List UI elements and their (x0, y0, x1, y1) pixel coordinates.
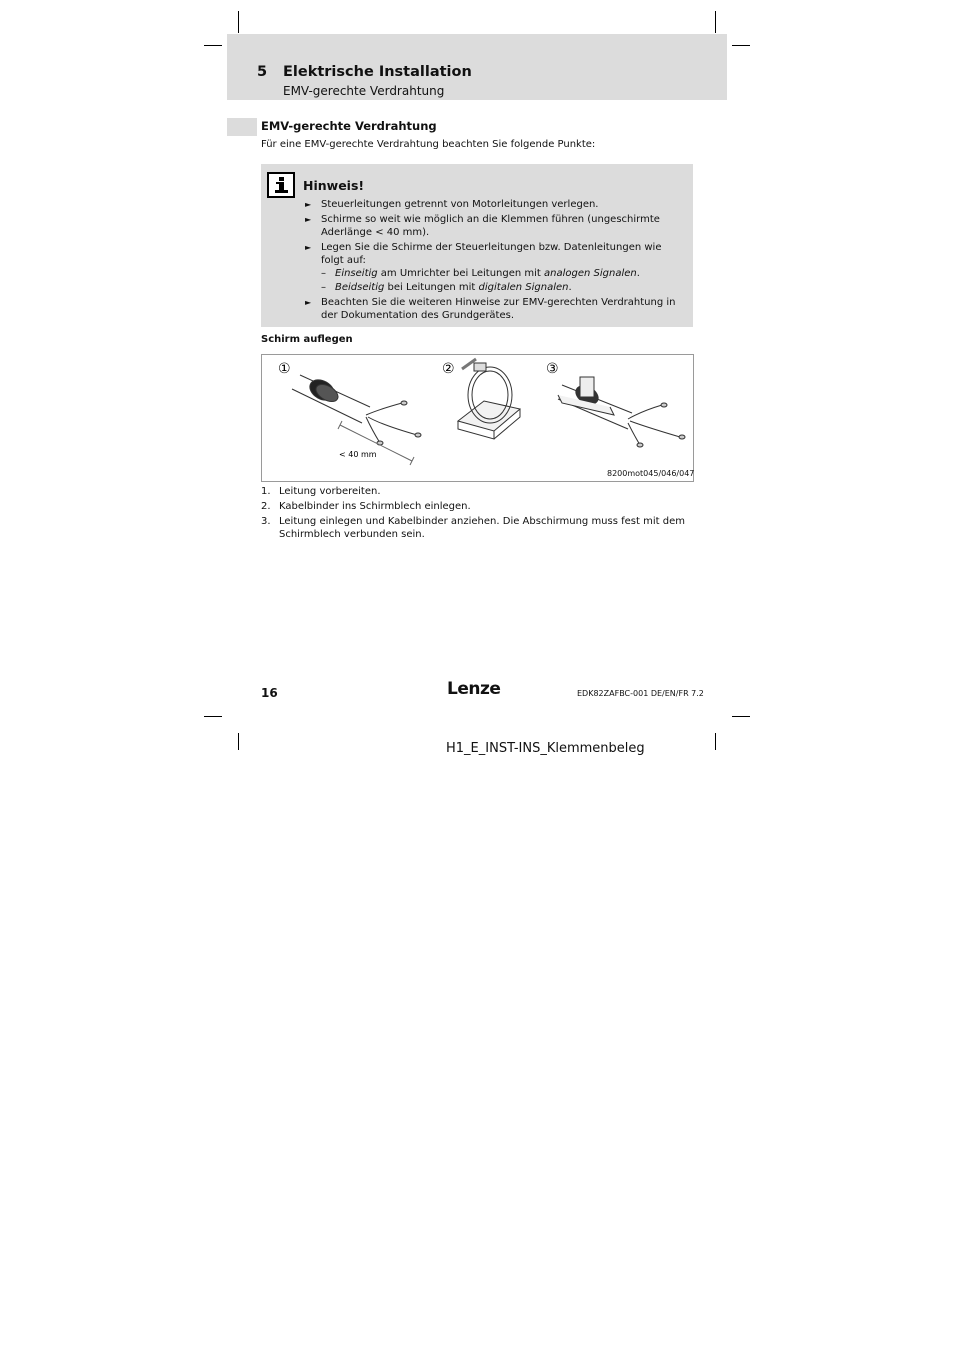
step-text: Kabelbinder ins Schirmblech einlegen. (279, 501, 471, 512)
footer-file-name: H1_E_INST-INS_Klemmenbeleg (446, 741, 645, 756)
figure-marker-3: ③ (546, 361, 559, 377)
note-bullet: Beachten Sie die weiteren Hinweise zur EMV-gerechten Verdrahtung in der Dokumentation des Grundgerätes. (321, 297, 676, 321)
note-bullet: Steuerleitungen getrennt von Motorleitungen verlegen. (321, 199, 599, 210)
figure-marker-1: ① (278, 361, 291, 377)
chapter-title: Elektrische Installation (283, 64, 472, 80)
note-sub-item: Beidseitig bei Leitungen mit digitalen Signalen. (335, 282, 572, 293)
crop-mark (732, 716, 750, 717)
note-bullet: Legen Sie die Schirme der Steuerleitungen bzw. Datenleitungen wie folgt auf: (321, 242, 662, 266)
step-text: Leitung vorbereiten. (279, 486, 381, 497)
step-number: 3. (261, 516, 271, 527)
note-box (261, 164, 693, 327)
crop-mark (715, 11, 716, 33)
step-number: 1. (261, 486, 271, 497)
bullet-arrow-icon: ► (305, 298, 312, 307)
dash-marker: – (321, 268, 326, 279)
crop-mark (204, 716, 222, 717)
figure-frame (261, 354, 694, 482)
step-text: Leitung einlegen und Kabelbinder anziehen. Die Abschirmung muss fest mit dem Schirmblech verbunden sein. (279, 516, 685, 540)
page-number: 16 (261, 686, 278, 700)
crop-mark (732, 45, 750, 46)
chapter-number: 5 (257, 64, 268, 80)
section-intro: Für eine EMV-gerechte Verdrahtung beachten Sie folgende Punkte: (261, 139, 596, 150)
bullet-arrow-icon: ► (305, 243, 312, 252)
chapter-subtitle: EMV-gerechte Verdrahtung (283, 84, 445, 98)
cable-tie-drawing (458, 359, 520, 439)
info-icon (267, 172, 295, 198)
document-code: EDK82ZAFBC-001 DE/EN/FR 7.2 (577, 689, 704, 698)
section-marker (227, 118, 257, 136)
section-title: EMV-gerechte Verdrahtung (261, 119, 437, 133)
note-bullet: Schirme so weit wie möglich an die Klemmen führen (ungeschirmte Aderlänge < 40 mm). (321, 214, 660, 238)
figure-title: Schirm auflegen (261, 334, 353, 345)
crop-mark (238, 733, 239, 750)
step-number: 2. (261, 501, 271, 512)
crop-mark (204, 45, 222, 46)
lenze-logo: Lenze (447, 679, 501, 699)
bullet-arrow-icon: ► (305, 215, 312, 224)
dimension-label: < 40 mm (339, 450, 377, 459)
bullet-arrow-icon: ► (305, 200, 312, 209)
crop-mark (238, 11, 239, 33)
figure-marker-2: ② (442, 361, 455, 377)
clamped-cable-drawing (558, 377, 685, 447)
note-title: Hinweis! (303, 178, 365, 193)
dash-marker: – (321, 282, 326, 293)
figure-code: 8200mot045/046/047 (607, 469, 695, 478)
crop-mark (715, 733, 716, 750)
cable-shield-illustration (262, 355, 693, 481)
note-sub-item: Einseitig am Umrichter bei Leitungen mit analogen Signalen. (335, 268, 640, 279)
